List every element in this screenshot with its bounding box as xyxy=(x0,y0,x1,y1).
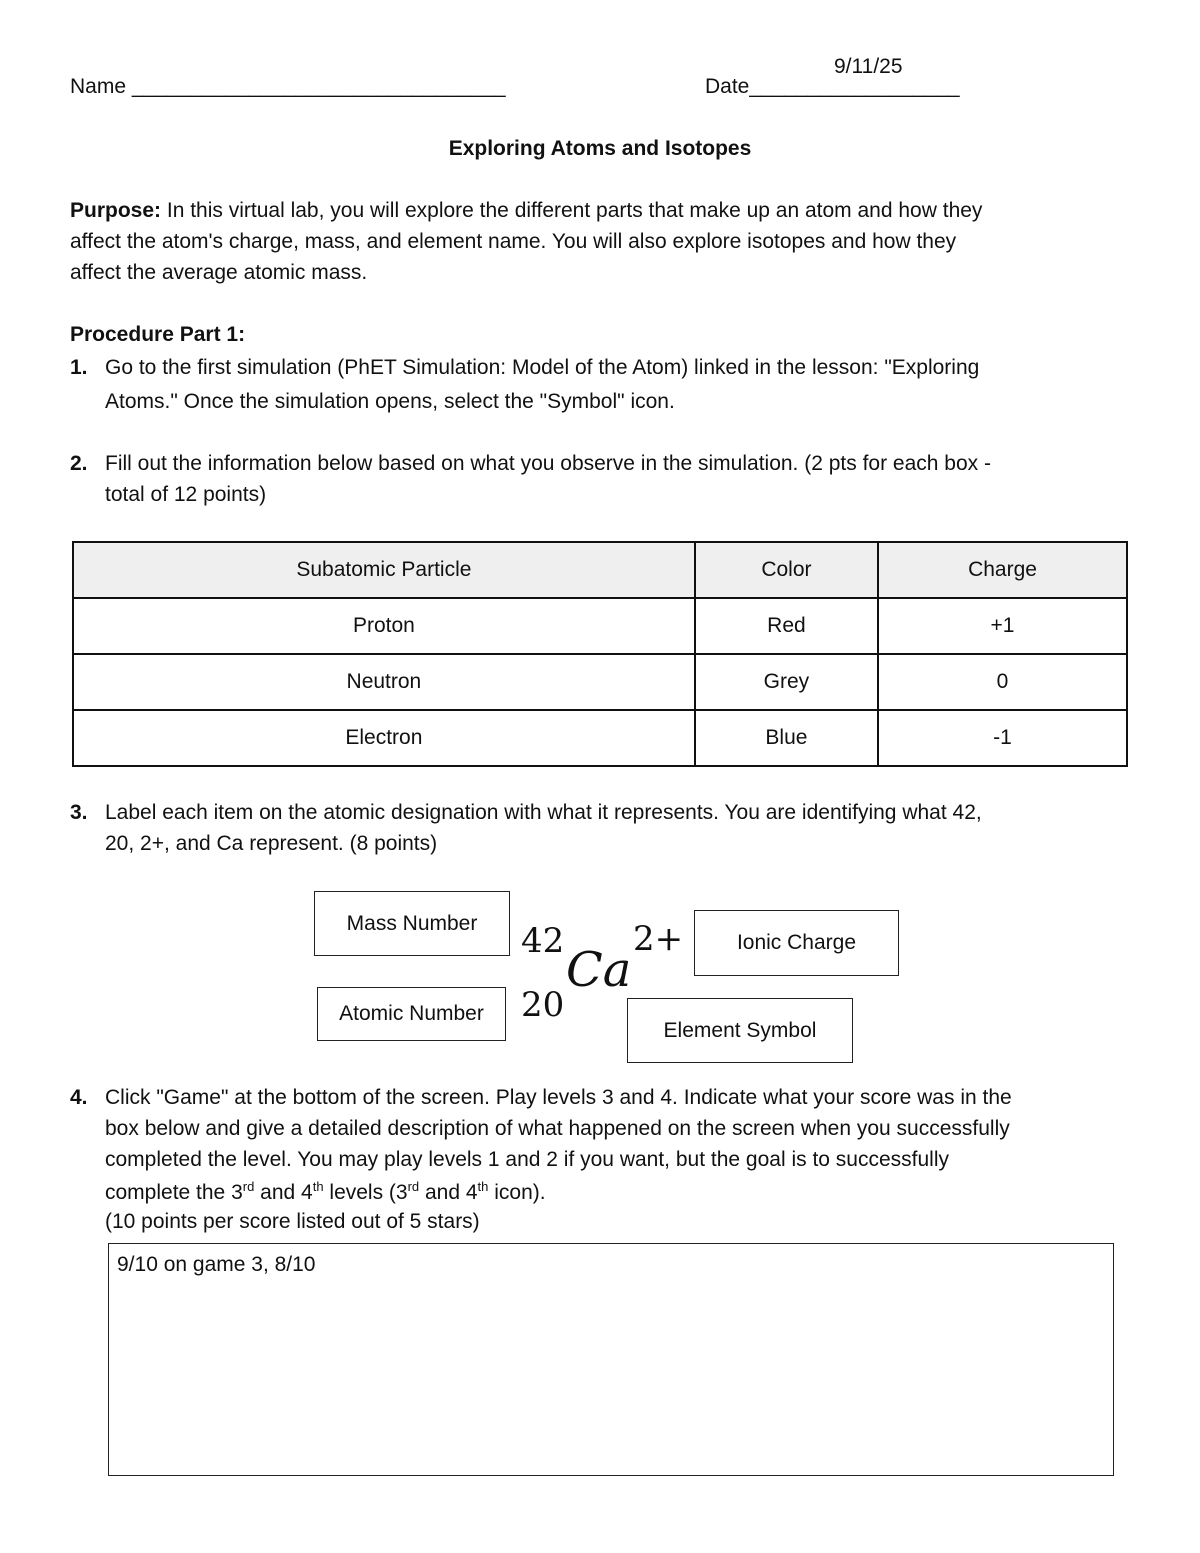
step-text: Fill out the information below based on what you observe in the simulation. (2 pts for each box - xyxy=(105,452,991,475)
step-number: 4. xyxy=(70,1086,88,1109)
step-number: 2. xyxy=(70,452,88,475)
purpose-text: In this virtual lab, you will explore the different parts that make up an atom and how they xyxy=(166,199,983,222)
table-cell[interactable]: -1 xyxy=(878,710,1127,766)
mass-number: 42 xyxy=(521,921,565,961)
table-cell: Neutron xyxy=(73,654,695,710)
step-text: Go to the first simulation (PhET Simulation: Model of the Atom) linked in the lesson: "Exploring xyxy=(105,356,980,379)
table-cell: Electron xyxy=(73,710,695,766)
table-cell[interactable]: +1 xyxy=(878,598,1127,654)
step-text: Atoms." Once the simulation opens, select the "Symbol" icon. xyxy=(105,390,675,413)
purpose-label: Purpose: xyxy=(70,199,162,222)
date-field[interactable]: Date__________________ xyxy=(705,75,960,98)
purpose-text: affect the atom's charge, mass, and element name. You will also explore isotopes and how they xyxy=(70,230,957,253)
step-text: box below and give a detailed description of what happened on the screen when you successfully xyxy=(105,1117,1010,1140)
mass-number-label[interactable]: Mass Number xyxy=(314,891,510,956)
date-value: 9/11/25 xyxy=(834,55,903,78)
table-cell: Proton xyxy=(73,598,695,654)
table-header: Charge xyxy=(878,542,1127,598)
table-header: Color xyxy=(695,542,878,598)
answer-text: 9/10 on game 3, 8/10 xyxy=(117,1253,316,1276)
element-symbol-label[interactable]: Element Symbol xyxy=(627,998,853,1063)
ionic-charge-label[interactable]: Ionic Charge xyxy=(694,910,899,976)
purpose-text: affect the average atomic mass. xyxy=(70,261,368,284)
step-text: total of 12 points) xyxy=(105,483,267,506)
name-field[interactable]: Name ________________________________ xyxy=(70,75,506,98)
step-text: Click "Game" at the bottom of the screen. Play levels 3 and 4. Indicate what your score was in the xyxy=(105,1086,1012,1109)
step-text: complete the 3rd and 4th levels (3rd and 4th icon). xyxy=(105,1179,546,1204)
table-cell[interactable]: Red xyxy=(695,598,878,654)
page-title: Exploring Atoms and Isotopes xyxy=(448,137,752,160)
ionic-charge: 2+ xyxy=(633,919,684,959)
procedure-heading: Procedure Part 1: xyxy=(70,323,246,346)
atomic-number-label[interactable]: Atomic Number xyxy=(317,987,506,1041)
particle-table xyxy=(72,541,1128,767)
step-number: 1. xyxy=(70,356,88,379)
step-text: 20, 2+, and Ca represent. (8 points) xyxy=(105,832,438,855)
atomic-number: 20 xyxy=(521,985,565,1025)
answer-box[interactable] xyxy=(108,1243,1114,1476)
step-text: completed the level. You may play levels 1 and 2 if you want, but the goal is to successfully xyxy=(105,1148,949,1171)
step-text: Label each item on the atomic designation with what it represents. You are identifying what 42, xyxy=(105,801,982,824)
table-cell[interactable]: 0 xyxy=(878,654,1127,710)
element-symbol: Ca xyxy=(566,942,632,998)
table-cell[interactable]: Grey xyxy=(695,654,878,710)
step-number: 3. xyxy=(70,801,88,824)
step-text: (10 points per score listed out of 5 stars) xyxy=(105,1210,480,1233)
table-header: Subatomic Particle xyxy=(73,542,695,598)
table-cell[interactable]: Blue xyxy=(695,710,878,766)
